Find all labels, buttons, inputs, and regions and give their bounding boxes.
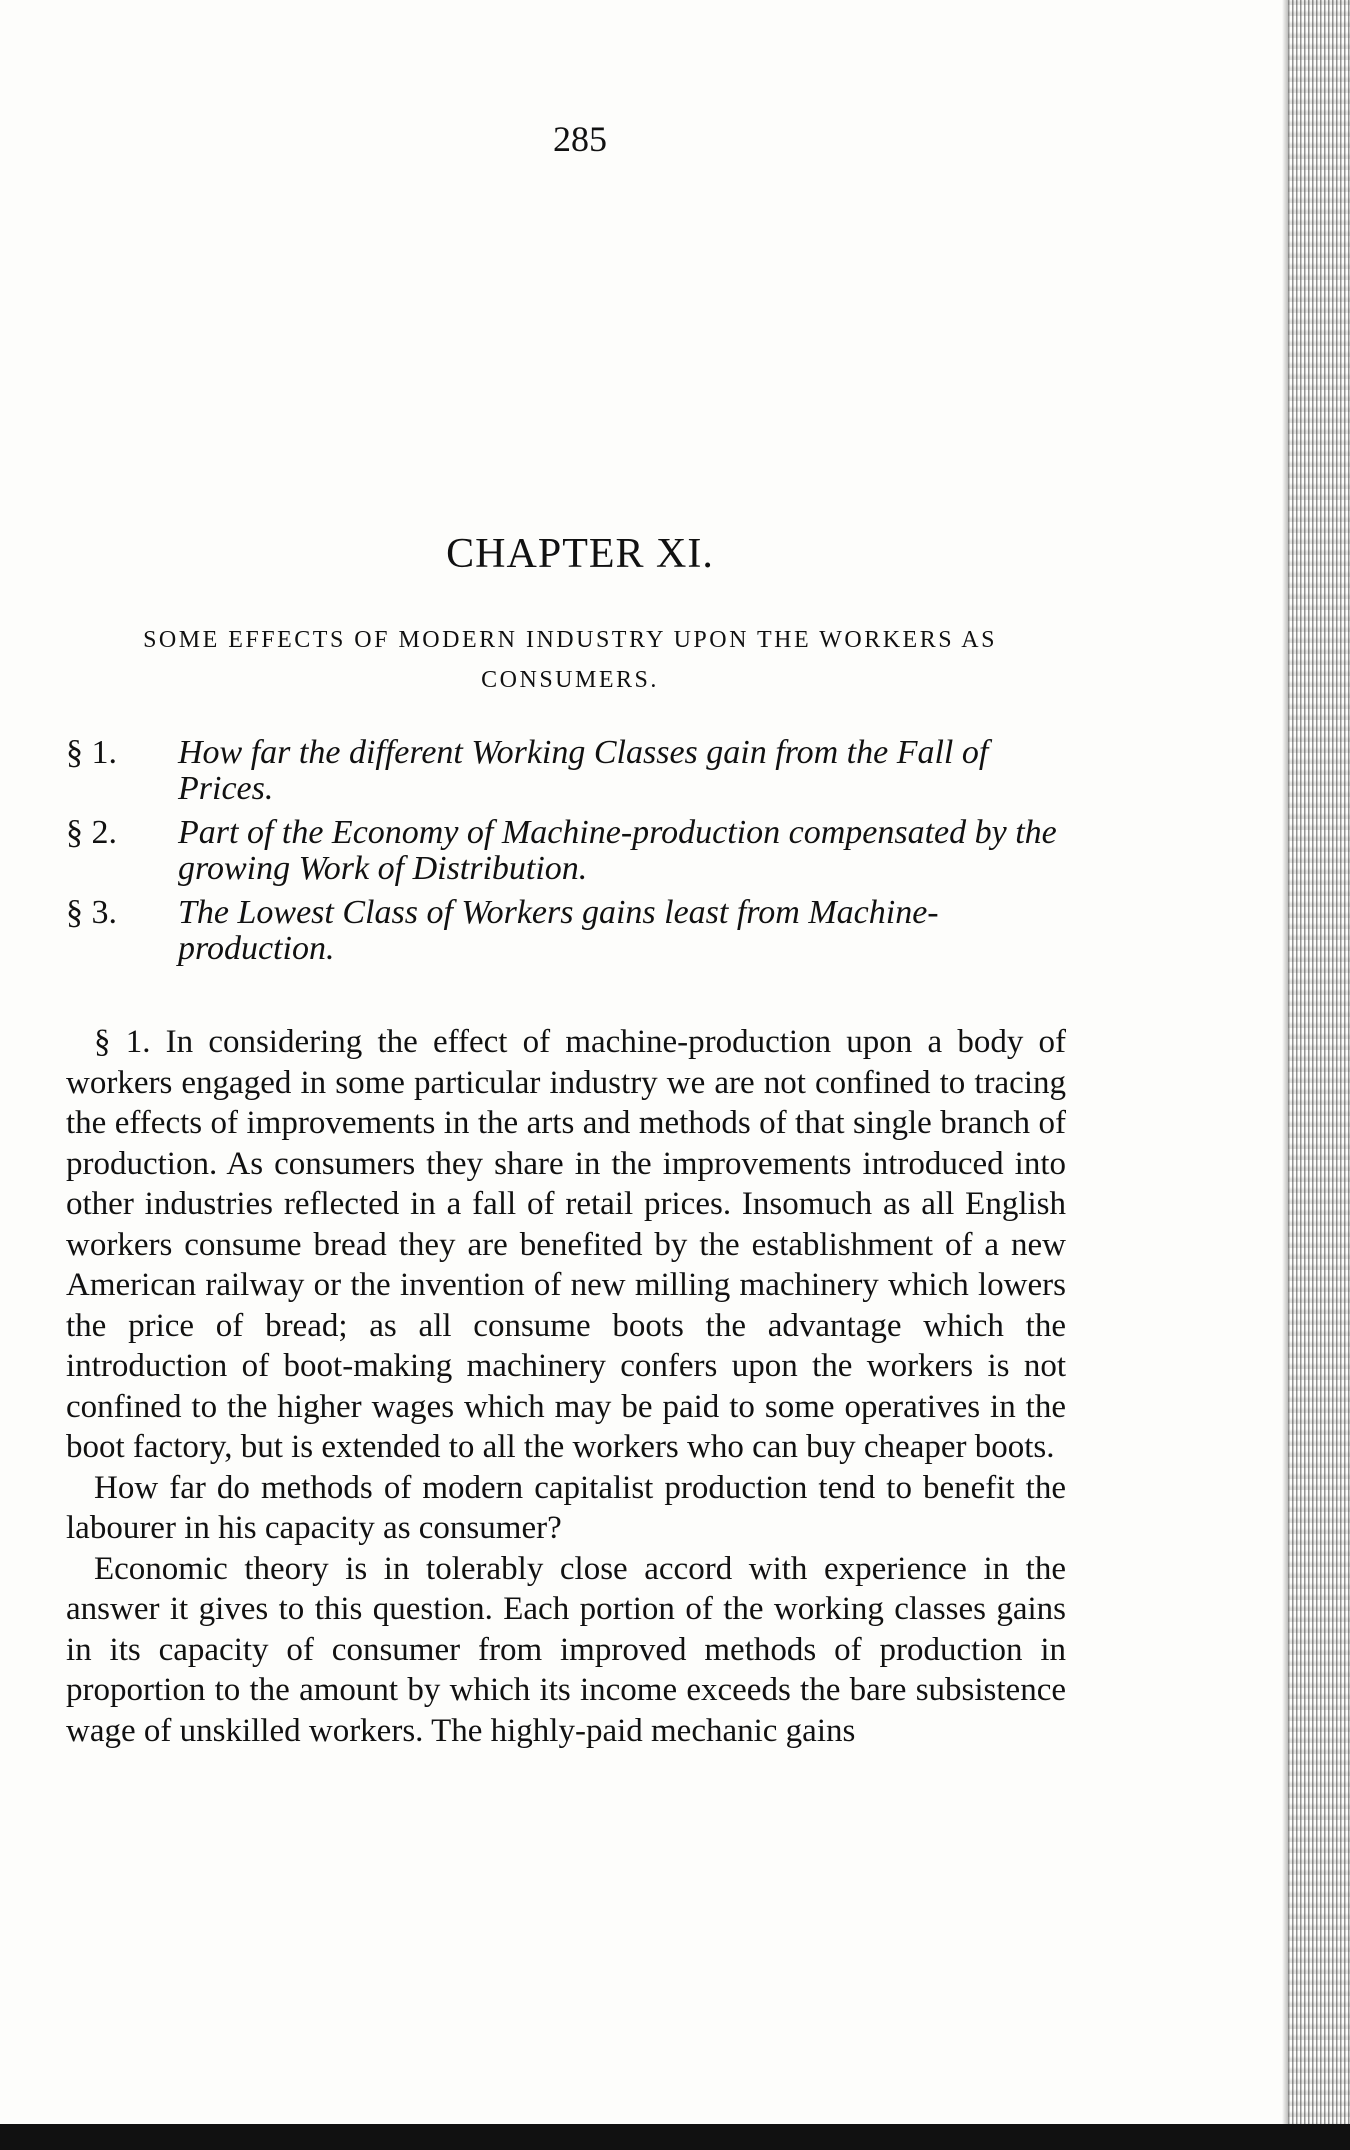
paragraph: How far do methods of modern capitalist production tend to benefit the labourer in his capacity as consumer? [66,1469,1066,1546]
book-spine-edge [1288,0,1350,2150]
section-number: § 1. [66,734,117,771]
body-text [66,1022,1066,1751]
section-summary-list [66,735,1066,975]
section-heading: How far the different Working Classes gain from the Fall of Prices. [178,734,989,807]
section-summary-item [66,735,1066,807]
section-number: § 3. [66,894,117,931]
section-summary-item [66,815,1066,887]
section-heading: Part of the Economy of Machine-production compensated by the growing Work of Distribution. [178,814,1057,887]
chapter-title: CHAPTER XI. [446,531,714,577]
section-heading: The Lowest Class of Workers gains least from Machine-production. [178,894,939,967]
page-number: 285 [553,119,607,159]
section-number: § 2. [66,814,117,851]
paragraph: § 1. In considering the effect of machine-production upon a body of workers engaged in some particular industry we are not confined to tracing the effects of improvements in the arts and methods of that single branch of production. As consumers they share in the improvements introduced into other industries reflected in a fall of retail prices. Insomuch as all English workers consume bread they are benefited by the establishment of a new American railway or the invention of new milling machinery which lowers the price of bread; as all consume boots the advantage which the introduction of boot-making machinery confers upon the workers is not confined to the higher wages which may be paid to some operatives in the boot factory, but is extended to all the workers who can buy cheaper boots. [66,1024,1066,1465]
scan-bottom-edge [0,2124,1350,2150]
paragraph: Economic theory is in tolerably close accord with experience in the answer it gives to this question. Each portion of the working classes gains in its capacity of consumer from improved methods of production in proportion to the amount by which its income exceeds the bare subsistence wage of unskilled workers. The highly-paid mechanic gains [66,1550,1066,1749]
chapter-subtitle: SOME EFFECTS OF MODERN INDUSTRY UPON THE WORKERS AS CONSUMERS. [143,627,997,693]
section-summary-item [66,895,1066,967]
